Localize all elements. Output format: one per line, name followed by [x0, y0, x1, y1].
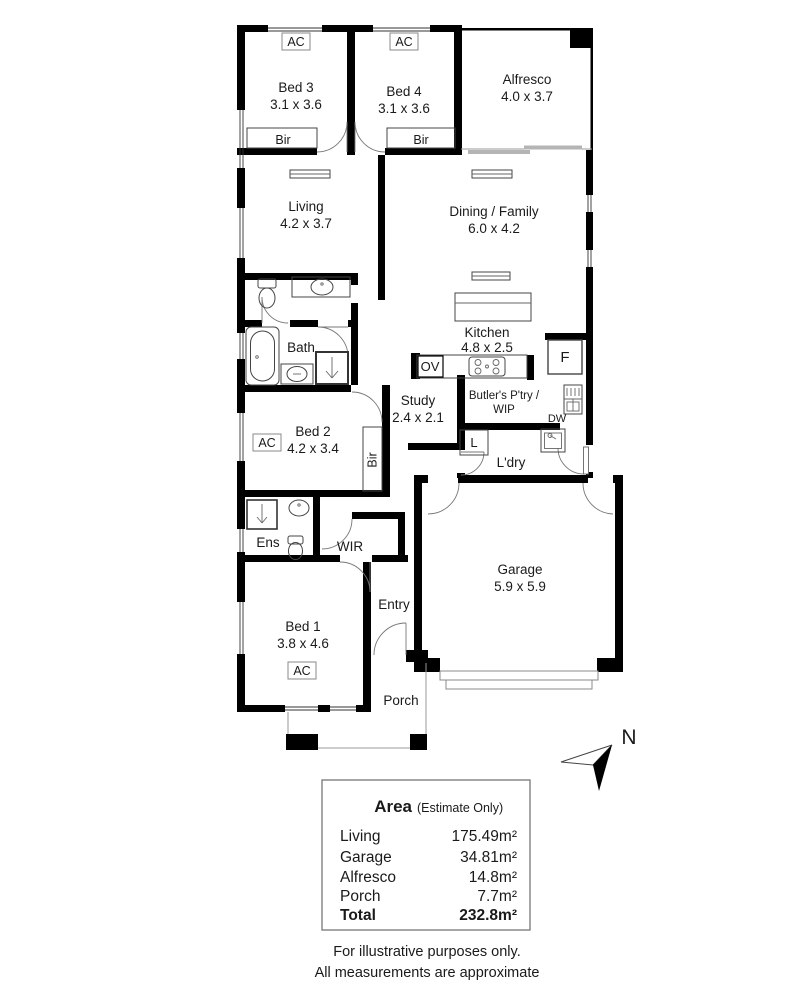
bir-label-bed4: Bir [413, 133, 429, 147]
room-living-name: Living [288, 199, 324, 214]
area-row-value: 7.7m² [477, 888, 517, 905]
room-alfresco-name: Alfresco [502, 72, 552, 87]
area-row-value: 34.81m² [460, 849, 517, 866]
area-row-label: Alfresco [340, 869, 396, 886]
room-bed3-name: Bed 3 [278, 80, 314, 95]
dishwasher-label: DW [547, 413, 567, 425]
ac-badge-bed3 [282, 33, 310, 50]
room-garage-dims: 5.9 x 5.9 [494, 579, 546, 594]
ens-basin [289, 500, 309, 516]
ac-badge-bed1 [288, 662, 316, 679]
room-bed1-dims: 3.8 x 4.6 [277, 636, 329, 651]
room-dining-name: Dining / Family [449, 204, 539, 219]
room-kitchen-dims: 4.8 x 2.5 [461, 340, 513, 355]
area-row-value: 175.49m² [451, 828, 517, 845]
oven-label: OV [420, 359, 440, 374]
room-laundry-name: L'dry [496, 455, 526, 470]
area-row-value: 14.8m² [468, 869, 517, 886]
room-bed2-name: Bed 2 [295, 424, 331, 439]
room-ens-name: Ens [256, 535, 280, 550]
garage-door [440, 671, 598, 689]
room-bed1-name: Bed 1 [285, 619, 321, 634]
laundry-exterior-door-leaf [584, 447, 589, 474]
room-bed4-dims: 3.1 x 3.6 [378, 101, 430, 116]
room-butlers-line2: WIP [493, 404, 515, 416]
ac-label: AC [395, 35, 413, 49]
ac-label: AC [293, 664, 311, 678]
area-table-title: Area [374, 797, 412, 816]
room-dining-dims: 6.0 x 4.2 [468, 221, 520, 236]
butlers-sink-unit [564, 385, 582, 414]
room-porch-name: Porch [383, 693, 419, 708]
area-total-value: 232.8m² [459, 907, 517, 924]
area-row-label: Garage [340, 849, 392, 866]
area-total-label: Total [340, 907, 376, 924]
porch-pillar [410, 734, 427, 750]
sliding-door-panel [524, 146, 582, 150]
laundry-trough [541, 429, 565, 452]
room-study-dims: 2.4 x 2.1 [392, 410, 444, 425]
room-alfresco-dims: 4.0 x 3.7 [501, 89, 553, 104]
bir-label-bed2: Bir [365, 452, 380, 468]
kitchen-island [455, 293, 531, 321]
linen-label: L [470, 435, 478, 450]
room-bath-name: Bath [287, 340, 315, 355]
area-table-subtitle: (Estimate Only) [417, 801, 504, 815]
bath-shower [316, 352, 348, 384]
bir-label-bed3: Bir [275, 133, 291, 147]
room-garage-name: Garage [497, 562, 543, 577]
room-bed3-dims: 3.1 x 3.6 [270, 97, 322, 112]
wc-toilet [258, 279, 276, 308]
area-row-label: Porch [340, 888, 381, 905]
room-wir-name: WIR [336, 539, 364, 554]
room-butlers-line1: Butler's P'try / [468, 390, 540, 402]
fridge-label: F [560, 349, 570, 366]
cooktop [469, 357, 505, 376]
porch-pillar [286, 734, 318, 750]
north-label: N [621, 726, 637, 749]
room-kitchen-name: Kitchen [464, 325, 510, 340]
ac-badge-bed4 [390, 33, 418, 50]
room-bed4-name: Bed 4 [386, 84, 422, 99]
area-table [322, 780, 530, 930]
room-study-name: Study [400, 393, 436, 408]
disclaimer-line1: For illustrative purposes only. [333, 944, 521, 960]
area-row-label: Living [340, 828, 381, 845]
bath-vanity [281, 364, 313, 384]
bathtub [246, 327, 279, 385]
ens-shower [247, 500, 277, 529]
ac-badge-bed2 [253, 434, 281, 451]
room-living-dims: 4.2 x 3.7 [280, 216, 332, 231]
ac-label: AC [258, 436, 276, 450]
ac-label: AC [287, 35, 305, 49]
disclaimer-line2: All measurements are approximate [314, 965, 540, 981]
room-bed2-dims: 4.2 x 3.4 [287, 441, 339, 456]
north-arrow [561, 726, 637, 791]
sliding-door-panel [468, 150, 530, 154]
room-entry-name: Entry [378, 597, 410, 612]
disclaimer [315, 944, 540, 981]
alfresco-pillar [570, 28, 592, 48]
